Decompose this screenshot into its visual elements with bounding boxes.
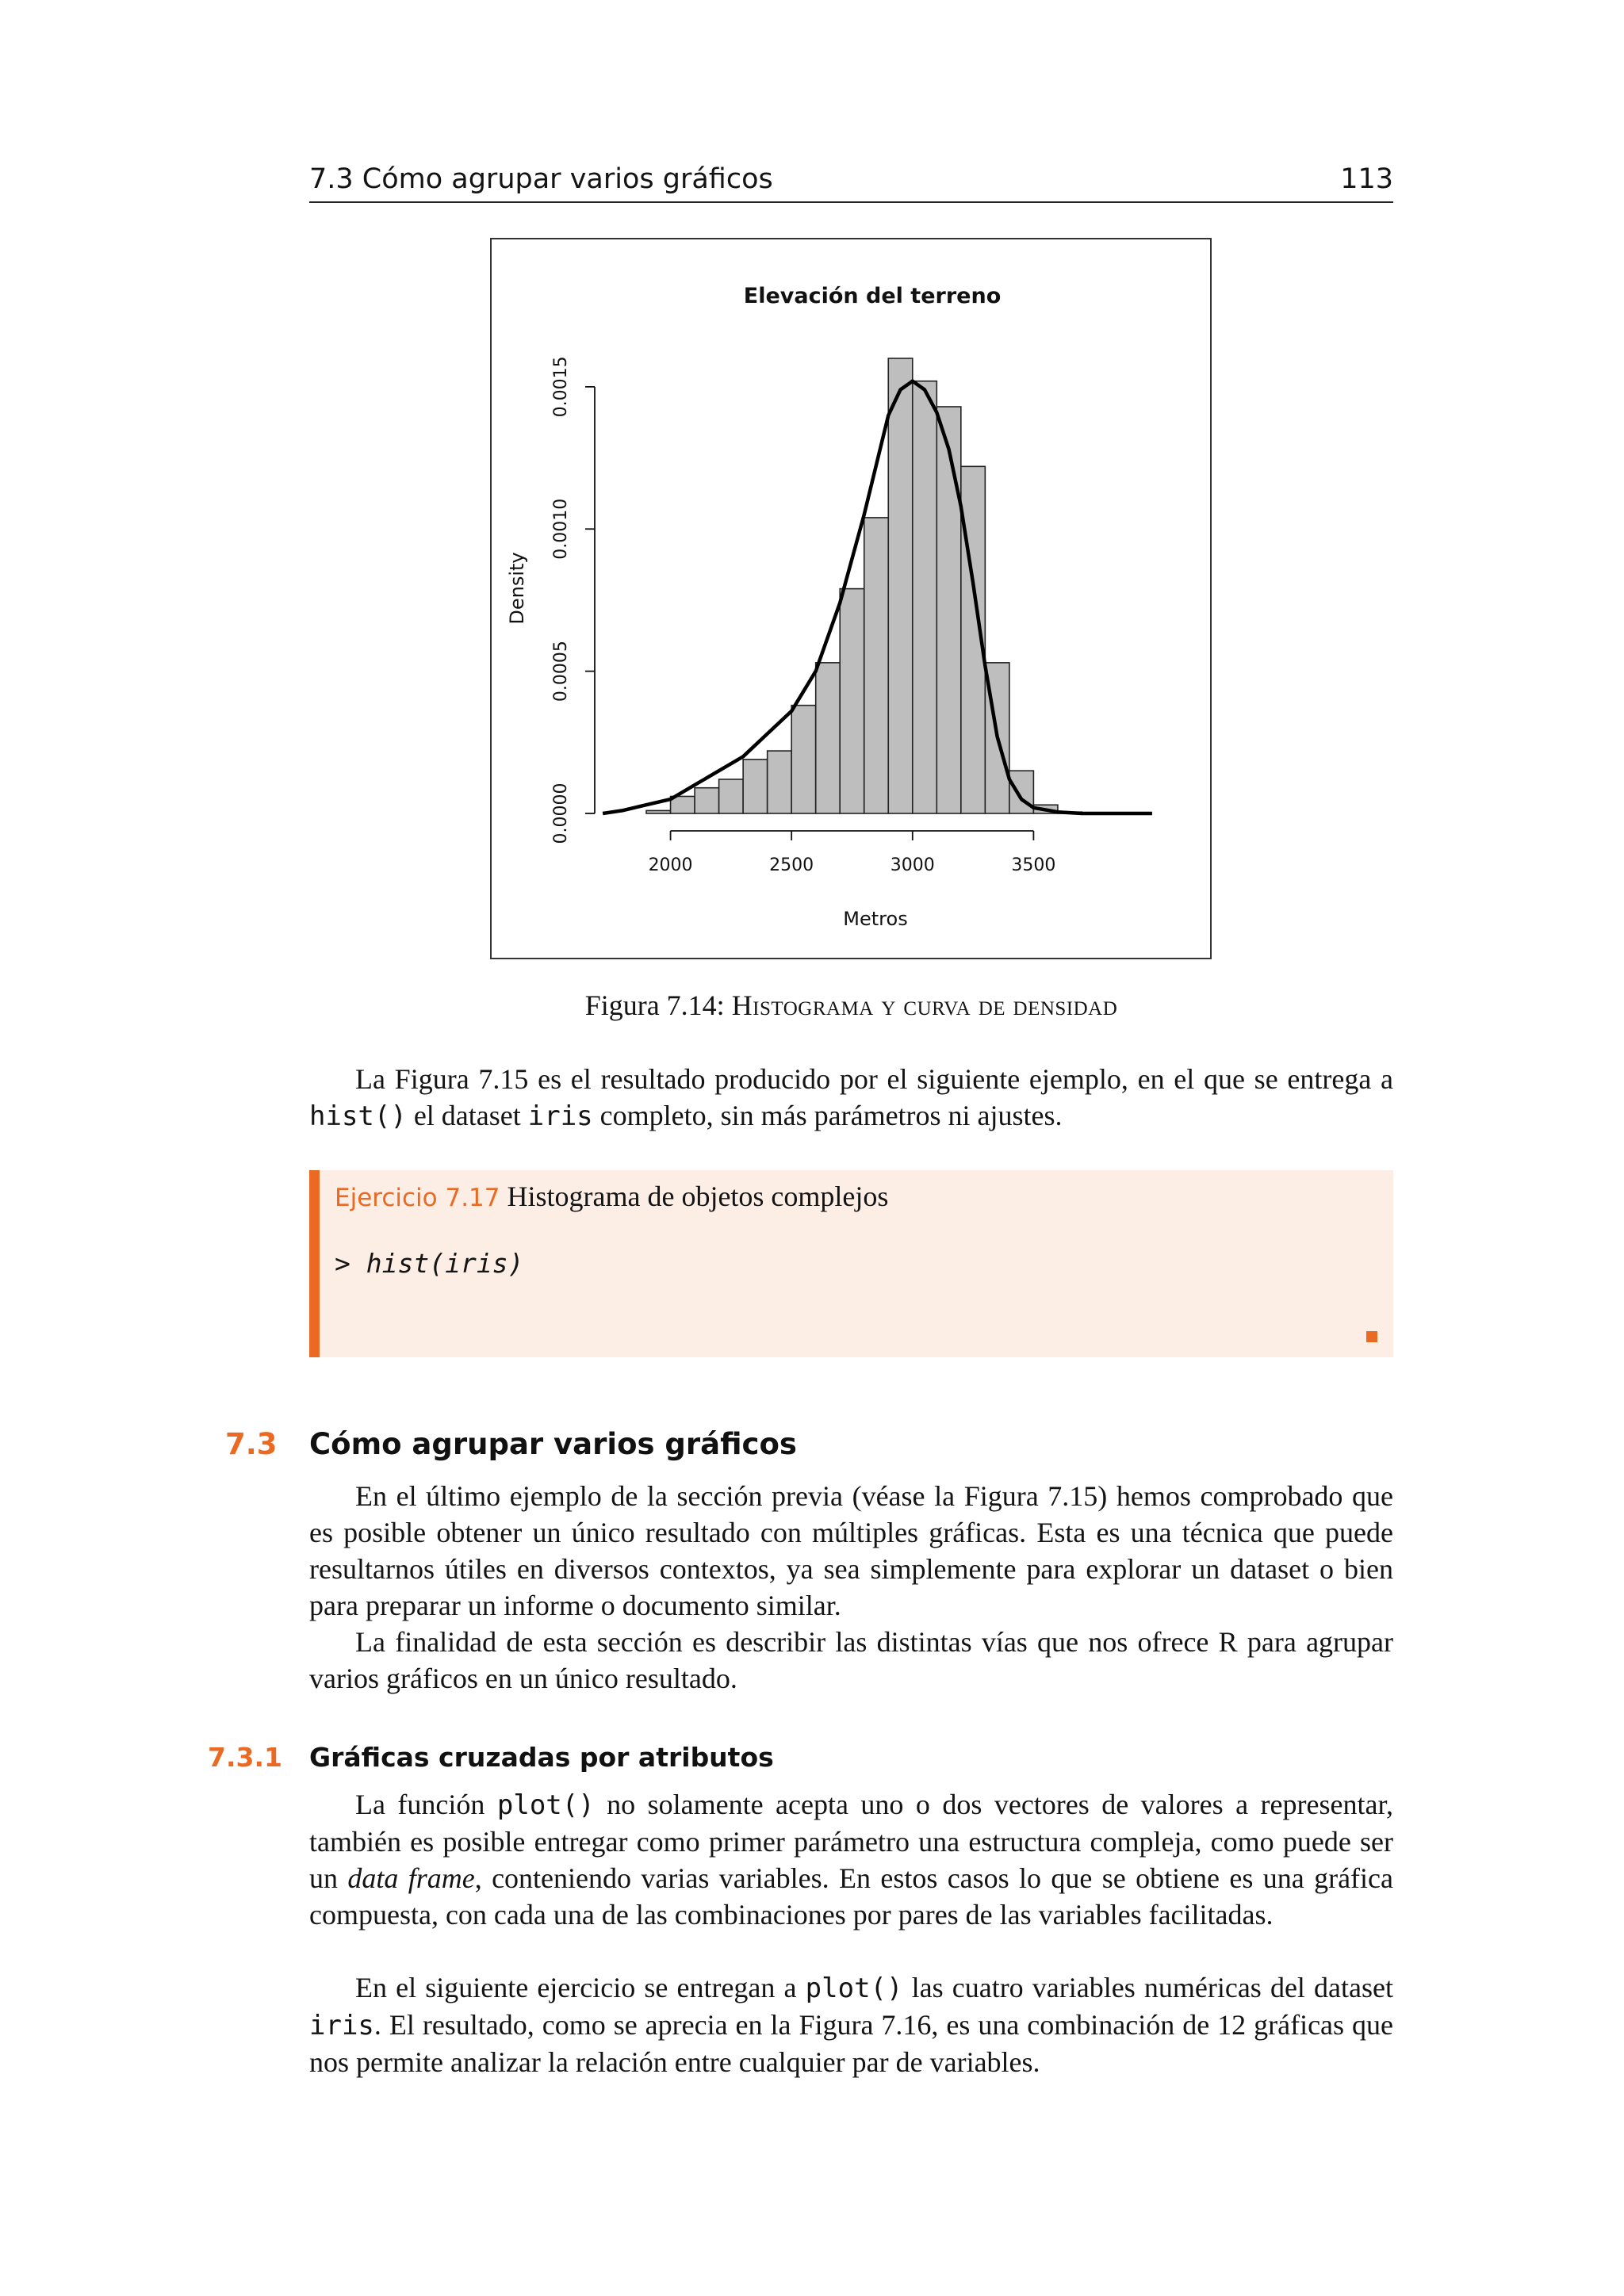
x-tick-label: 3500 [1011,855,1056,875]
histogram-bar [864,518,889,813]
histogram-bar [695,788,719,813]
para1-text: el dataset [406,1100,528,1131]
paragraph-plot-function [309,1786,1393,1933]
y-axis-label: Density [506,552,528,625]
caption-prefix: Figura 7.14: [584,989,725,1021]
running-head [309,160,1393,203]
running-head-title: 7.3 Cómo agrupar varios gráficos [309,163,773,195]
subsection-title: Gráficas cruzadas por atributos [309,1742,774,1773]
histogram-bar [888,358,913,813]
figure-caption [309,989,1393,1022]
page-number: 113 [1340,163,1393,195]
histogram-chart [492,239,1210,958]
inline-code-iris: iris [527,1100,593,1132]
histogram-bar [743,760,768,813]
y-tick-label: 0.0000 [551,783,571,844]
inline-code-iris: iris [309,2010,374,2042]
exercise-box [309,1170,1393,1357]
histogram-figure [490,238,1212,959]
exercise-end-mark [1366,1331,1377,1342]
emphasis-data-frame: data frame [347,1862,475,1894]
x-tick-label: 3000 [890,855,935,875]
inline-code-hist: hist() [309,1100,407,1132]
y-tick-label: 0.0010 [551,498,571,560]
exercise-title: Histograma de objetos complejos [507,1181,889,1212]
exercise-accent-bar [309,1170,320,1357]
x-axis-label: Metros [843,908,908,930]
exercise-code [335,1248,523,1279]
paragraph-intro [309,1061,1393,1135]
para5-text: . El resultado, como se aprecia en la Figura 7.16, es una combinación de 12 gráficas que nos permite analizar la relación entre cualquier par de variables. [309,2009,1393,2078]
exercise-header [335,1180,888,1213]
para4-text: , conteniendo varias variables. En estos casos lo que se obtiene es una gráfica compuesta, con cada una de las combinaciones por pares de las variables facilitadas. [309,1862,1393,1931]
x-tick-label: 2000 [648,855,693,875]
para1-text: completo, sin más parámetros ni ajustes. [592,1100,1063,1131]
section-title: Cómo agrupar varios gráficos [309,1427,797,1461]
x-tick-label: 2500 [769,855,814,875]
chart-title: Elevación del terreno [743,284,1002,308]
histogram-bar [791,706,816,813]
histogram-bar [913,381,937,813]
subsection-number: 7.3.1 [208,1742,282,1773]
para5-text: En el siguiente ejercicio se entregan a [355,1972,806,2003]
para5-text: las cuatro variables numéricas del dataset [902,1972,1393,2003]
inline-code-plot: plot() [805,1973,903,2004]
histogram-bar [816,663,841,813]
code-command: hist(iris) [366,1248,524,1279]
histogram-bar [768,751,792,813]
paragraph-section-intro: En el último ejemplo de la sección previa (véase la Figura 7.15) hemos comprobado que es posible obtener un único resultado con múltiples gráficas. Esta es una técnica que puede resultarnos útiles en diversos contextos, ya sea simplemente para explorar un dataset o bien para preparar un informe o documento similar. [309,1480,1393,1621]
histogram-bar [646,810,671,813]
caption-text: Histograma y curva de densidad [731,989,1118,1021]
histogram-bar [936,407,961,813]
code-prompt: > [335,1248,350,1279]
para4-text: no solamente acepta uno o dos vectores de valores a representar, también es posible entregar como primer parámetro una estructura compleja, como puede ser un [309,1789,1393,1894]
paragraph-section-purpose: La finalidad de esta sección es describir las distintas vías que nos ofrece R para agrupar varios gráficos en un único resultado. [309,1626,1393,1694]
para4-text: La función [355,1789,497,1820]
exercise-label: Ejercicio 7.17 [335,1184,500,1212]
y-tick-label: 0.0005 [551,641,571,702]
y-tick-label: 0.0015 [551,356,571,418]
histogram-bar [719,779,744,813]
section-number: 7.3 [225,1427,278,1461]
para1-text: La Figura 7.15 es el resultado producido por el siguiente ejemplo, en el que se entrega a [355,1063,1393,1095]
paragraph-exercise-description [309,1969,1393,2080]
inline-code-plot: plot() [496,1789,595,1821]
histogram-bar [840,589,864,813]
